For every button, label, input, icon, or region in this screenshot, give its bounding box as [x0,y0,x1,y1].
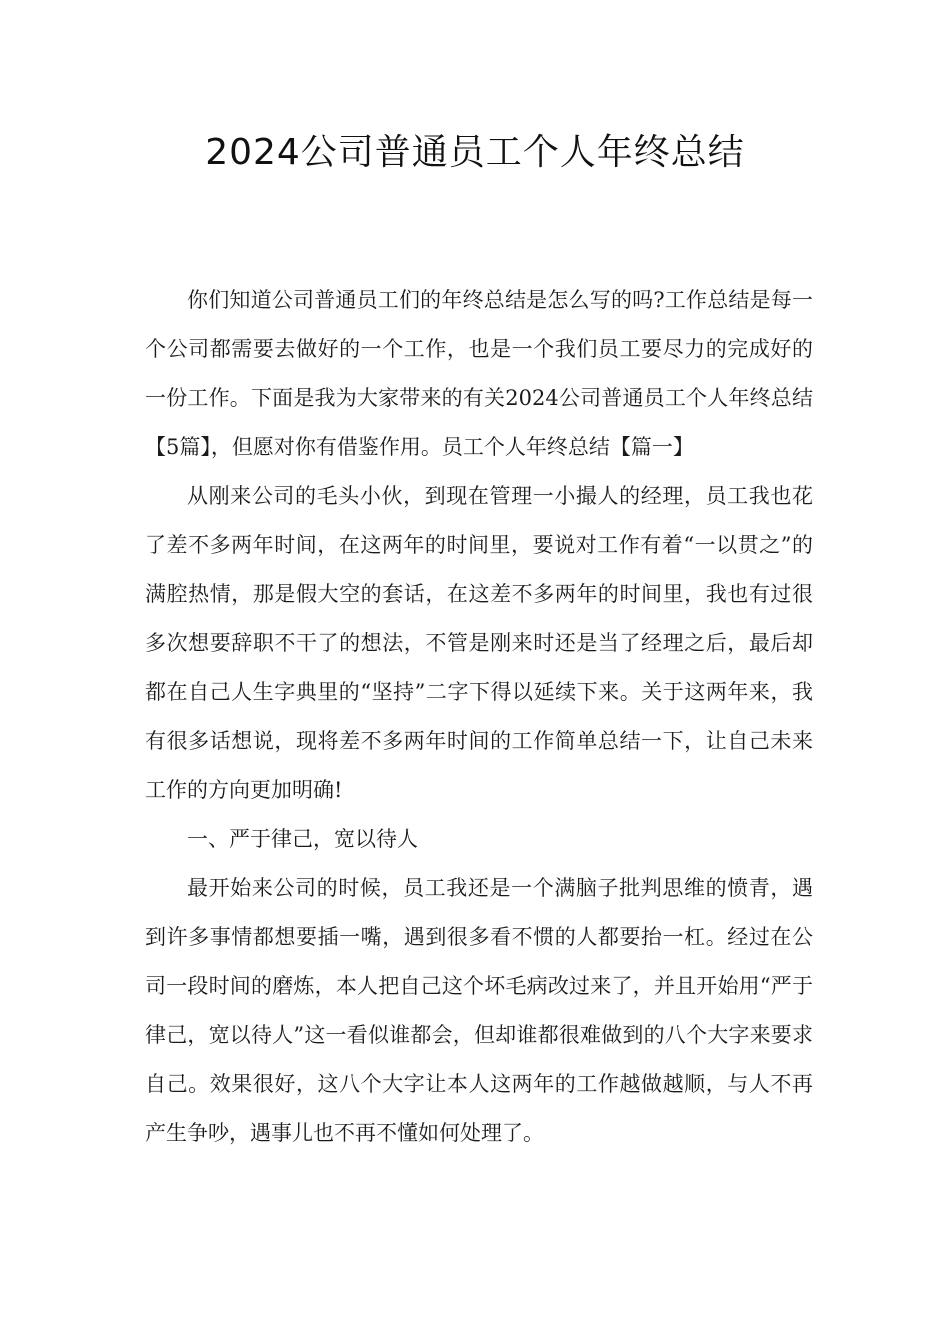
document-body [145,276,813,1158]
document-title: 2024公司普通员工个人年终总结 [205,132,745,173]
paragraph-section-1: 最开始来公司的时候，员工我还是一个满脑子批判思维的愤青，遇到许多事情都想要插一嘴，遇到很多看不惯的人都要抬一杠。经过在公司一段时间的磨炼，本人把自己这个坏毛病改过来了，并且开始用“严于律己，宽以待人”这一看似谁都会，但却谁都很难做到的八个大字来要求自己。效果很好，这八个大字让本人这两年的工作越做越顺，与人不再产生争吵，遇事儿也不再不懂如何处理了。 [145,876,813,1145]
paragraph-background: 从刚来公司的毛头小伙，到现在管理一小撮人的经理，员工我也花了差不多两年时间，在这两年的时间里，要说对工作有着“一以贯之”的满腔热情，那是假大空的套话，在这差不多两年的时间里，我也有过很多次想要辞职不干了的想法，不管是刚来时还是当了经理之后，最后却都在自己人生字典里的“坚持”二字下得以延续下来。关于这两年来，我有很多话想说，现将差不多两年时间的工作简单总结一下，让自己未来工作的方向更加明确! [145,484,813,802]
section-heading-1: 一、严于律己，宽以待人 [187,827,418,851]
paragraph-intro: 你们知道公司普通员工们的年终总结是怎么写的吗?工作总结是每一个公司都需要去做好的一个工作，也是一个我们员工要尽力的完成好的一份工作。下面是我为大家带来的有关2024公司普通员工个人年终总结【5篇】，但愿对你有借鉴作用。员工个人年终总结【篇一】 [145,288,813,459]
